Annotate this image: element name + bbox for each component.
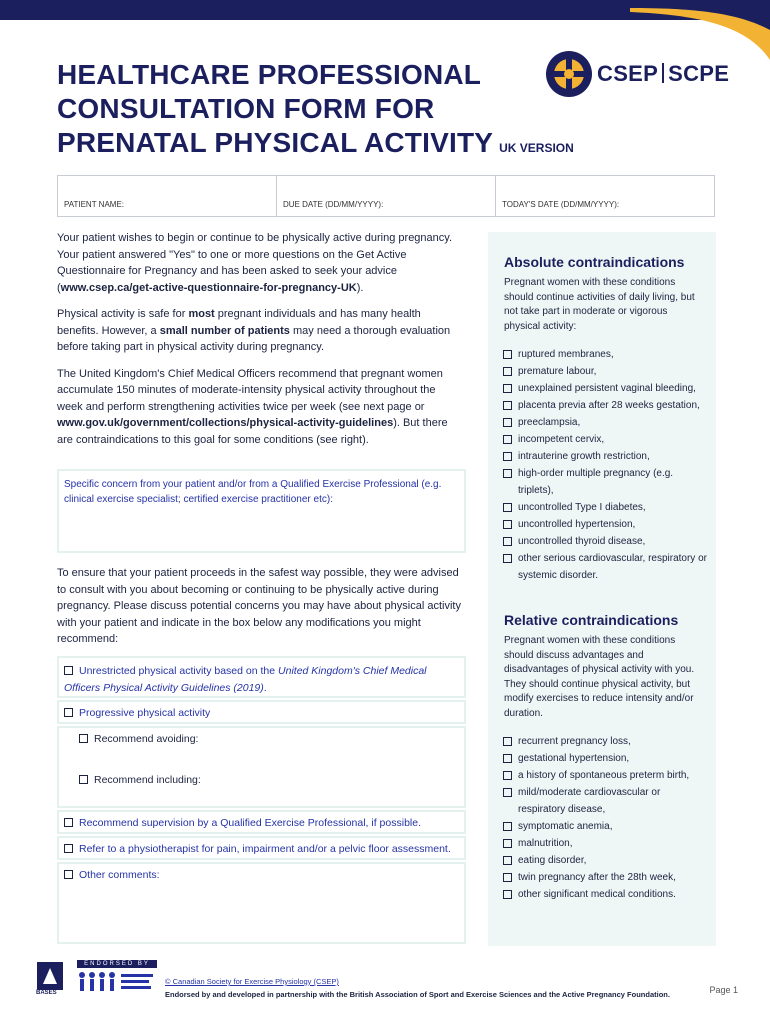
progressive-option[interactable]	[57, 700, 466, 724]
physio-checkbox[interactable]	[64, 844, 73, 853]
relative-contraindication-checkbox[interactable]	[503, 754, 512, 763]
absolute-contraindication-item	[503, 465, 708, 499]
relative-contraindication-checkbox[interactable]	[503, 839, 512, 848]
relative-contraindication-item	[503, 784, 708, 818]
active-pregnancy-logo-icon	[77, 970, 157, 994]
absolute-contraindication-item	[503, 414, 708, 431]
concern-box[interactable]	[57, 469, 466, 553]
absolute-contraindication-checkbox[interactable]	[503, 401, 512, 410]
unrestricted-checkbox[interactable]	[64, 666, 73, 675]
endorsed-by-label: ENDORSED BY	[77, 960, 157, 968]
absolute-contraindication-item	[503, 516, 708, 533]
logo-csep: CSEP	[597, 61, 659, 86]
absolute-contraindication-item	[503, 380, 708, 397]
absolute-contraindication-checkbox[interactable]	[503, 435, 512, 444]
intro-paragraph-2: Physical activity is safe for most pregnant individuals and has many health benefits. However, a small number of patients may need a thorough evaluation before taking part in physical activity during pregnancy.	[57, 308, 451, 353]
relative-contraindication-checkbox[interactable]	[503, 771, 512, 780]
supervision-option[interactable]	[57, 810, 466, 834]
relative-list	[503, 733, 708, 903]
supervision-label: Recommend supervision by a Qualified Exercise Professional, if possible.	[79, 817, 421, 829]
absolute-heading: Absolute contraindications	[504, 254, 685, 270]
page-number: Page 1	[709, 985, 738, 995]
relative-contraindication-checkbox[interactable]	[503, 737, 512, 746]
absolute-contraindication-label: high-order multiple pregnancy (e.g. triplets),	[518, 468, 674, 496]
relative-contraindication-label: gestational hypertension,	[518, 753, 630, 764]
relative-contraindication-label: twin pregnancy after the 28th week,	[518, 872, 676, 883]
absolute-contraindication-checkbox[interactable]	[503, 554, 512, 563]
due-date-field[interactable]: DUE DATE (DD/MM/YYYY):	[277, 176, 496, 216]
absolute-contraindication-label: uncontrolled hypertension,	[518, 519, 636, 530]
absolute-contraindication-item	[503, 533, 708, 550]
relative-contraindication-label: mild/moderate cardiovascular or respiratory disease,	[518, 787, 661, 815]
title-line-2: CONSULTATION FORM FOR	[57, 93, 435, 124]
progressive-label: Progressive physical activity	[79, 707, 211, 719]
guidelines-link[interactable]: www.gov.uk/government/collections/physical-activity-guidelines	[57, 417, 394, 429]
endorsement-logos	[32, 960, 162, 1005]
absolute-list	[503, 346, 708, 584]
uk-guidelines-title: United Kingdom's Chief Medical Officers Physical Activity Guidelines (2019)	[64, 665, 427, 694]
relative-contraindication-checkbox[interactable]	[503, 856, 512, 865]
relative-contraindication-item	[503, 869, 708, 886]
relative-heading: Relative contraindications	[504, 612, 679, 628]
progressive-checkbox[interactable]	[64, 708, 73, 717]
unrestricted-option[interactable]: Unrestricted physical activity based on the United Kingdom's Chief Medical Officers Physical Activity Guidelines (2019).	[57, 656, 466, 698]
page-title	[57, 58, 574, 165]
absolute-contraindication-checkbox[interactable]	[503, 452, 512, 461]
relative-contraindication-item	[503, 852, 708, 869]
relative-contraindication-item	[503, 886, 708, 903]
absolute-contraindication-checkbox[interactable]	[503, 469, 512, 478]
relative-contraindication-item	[503, 835, 708, 852]
questionnaire-link[interactable]: www.csep.ca/get-active-questionnaire-for-pregnancy-UK	[60, 281, 357, 294]
absolute-contraindication-item	[503, 397, 708, 414]
absolute-contraindication-item	[503, 346, 708, 363]
relative-contraindication-checkbox[interactable]	[503, 822, 512, 831]
absolute-description: Pregnant women with these conditions should continue activities of daily living, but not take part in moderate or vigorous physical activity:	[504, 277, 695, 332]
absolute-contraindication-item	[503, 363, 708, 380]
other-label: Other comments:	[79, 869, 160, 881]
absolute-contraindication-label: uncontrolled Type I diabetes,	[518, 502, 646, 513]
relative-contraindication-item	[503, 767, 708, 784]
absolute-contraindication-item	[503, 431, 708, 448]
other-checkbox[interactable]	[64, 870, 73, 879]
concern-label: Specific concern from your patient and/or from a Qualified Exercise Professional (e.g. clinical exercise specialist; certified exercise practitioner etc):	[64, 479, 442, 505]
intro-text	[57, 230, 462, 448]
absolute-contraindication-label: preeclampsia,	[518, 417, 581, 428]
relative-contraindication-label: recurrent pregnancy loss,	[518, 736, 631, 747]
absolute-contraindication-item	[503, 448, 708, 465]
relative-contraindication-checkbox[interactable]	[503, 788, 512, 797]
relative-contraindication-label: eating disorder,	[518, 855, 587, 866]
patient-fields	[57, 175, 715, 217]
intro-paragraph-3: The United Kingdom's Chief Medical Officers recommend that pregnant women accumulate 150 minutes of moderate-intensity physical activity throughout the week and perform strengthening activities twice per week (see next page or www.gov.uk/government/collections/physical-activity-guidelines). But there are contraindications to this goal for some conditions (see right).	[57, 367, 448, 446]
absolute-contraindication-item	[503, 550, 708, 584]
relative-contraindication-label: symptomatic anemia,	[518, 821, 613, 832]
absolute-contraindication-label: unexplained persistent vaginal bleeding,	[518, 383, 696, 394]
title-line-1: HEALTHCARE PROFESSIONAL	[57, 59, 482, 90]
absolute-contraindication-checkbox[interactable]	[503, 537, 512, 546]
including-label: Recommend including:	[94, 774, 201, 786]
bases-label: BASES	[36, 990, 57, 996]
patient-name-field[interactable]: PATIENT NAME:	[58, 176, 277, 216]
intro-paragraph-1: Your patient wishes to begin or continue to be physically active during pregnancy. Your patient answered "Yes" to one or more questions on the Get Active Questionnaire for Pregnancy and has been asked to seek your advice (www.csep.ca/get-active-questionnaire-for-pregnancy-UK).	[57, 232, 453, 294]
absolute-contraindication-checkbox[interactable]	[503, 520, 512, 529]
absolute-contraindication-checkbox[interactable]	[503, 503, 512, 512]
logo-scpe: SCPE	[668, 61, 730, 86]
todays-date-field[interactable]: TODAY'S DATE (DD/MM/YYYY):	[502, 200, 620, 209]
partnership-note: Endorsed by and developed in partnership with the British Association of Sport and Exercise Sciences and the Active Pregnancy Foundation.	[165, 990, 670, 999]
absolute-contraindication-item	[503, 499, 708, 516]
csep-logo	[545, 50, 729, 98]
absolute-contraindication-label: premature labour,	[518, 366, 597, 377]
csep-emblem-icon	[545, 50, 593, 98]
relative-contraindication-label: other significant medical conditions.	[518, 889, 676, 900]
physio-option[interactable]	[57, 836, 466, 860]
absolute-contraindication-label: incompetent cervix,	[518, 434, 605, 445]
version-label: UK VERSION	[499, 141, 574, 155]
relative-contraindication-checkbox[interactable]	[503, 890, 512, 899]
absolute-contraindication-checkbox[interactable]	[503, 384, 512, 393]
relative-description: Pregnant women with these conditions should discuss advantages and disadvantages of physical activity with you. They should continue physical activity, but modify exercises to reduce intensity and/or duration.	[504, 635, 695, 719]
title-line-3: PRENATAL PHYSICAL ACTIVITY	[57, 127, 494, 158]
absolute-contraindication-label: ruptured membranes,	[518, 349, 614, 360]
absolute-contraindication-checkbox[interactable]	[503, 367, 512, 376]
supervision-checkbox[interactable]	[64, 818, 73, 827]
relative-contraindication-checkbox[interactable]	[503, 873, 512, 882]
absolute-contraindication-label: uncontrolled thyroid disease,	[518, 536, 646, 547]
including-checkbox[interactable]	[79, 775, 88, 784]
relative-contraindication-label: malnutrition,	[518, 838, 573, 849]
copyright-link[interactable]: © Canadian Society for Exercise Physiology (CSEP)	[165, 977, 339, 986]
avoiding-label: Recommend avoiding:	[94, 733, 199, 745]
recommend-box[interactable]	[57, 726, 466, 808]
absolute-contraindication-label: other serious cardiovascular, respiratory or systemic disorder.	[518, 553, 707, 581]
absolute-contraindication-label: placenta previa after 28 weeks gestation,	[518, 400, 700, 411]
physio-label: Refer to a physiotherapist for pain, impairment and/or a pelvic floor assessment.	[79, 843, 451, 855]
relative-contraindication-item	[503, 750, 708, 767]
footer-notes	[165, 975, 670, 1001]
absolute-contraindication-label: intrauterine growth restriction,	[518, 451, 650, 462]
relative-contraindication-label: a history of spontaneous preterm birth,	[518, 770, 690, 781]
other-comments-box[interactable]	[57, 862, 466, 944]
absolute-contraindication-checkbox[interactable]	[503, 350, 512, 359]
unrestricted-label: Unrestricted physical activity based on the	[79, 665, 279, 677]
ensure-text: To ensure that your patient proceeds in the safest way possible, they were advised to consult with you about becoming or continuing to be physically active during pregnancy. Please discuss potential concerns you may have about physical activity with your patient and indicate in the box below any modifications you might recommend:	[57, 567, 461, 645]
relative-contraindication-item	[503, 733, 708, 750]
avoiding-checkbox[interactable]	[79, 734, 88, 743]
relative-contraindication-item	[503, 818, 708, 835]
absolute-contraindication-checkbox[interactable]	[503, 418, 512, 427]
